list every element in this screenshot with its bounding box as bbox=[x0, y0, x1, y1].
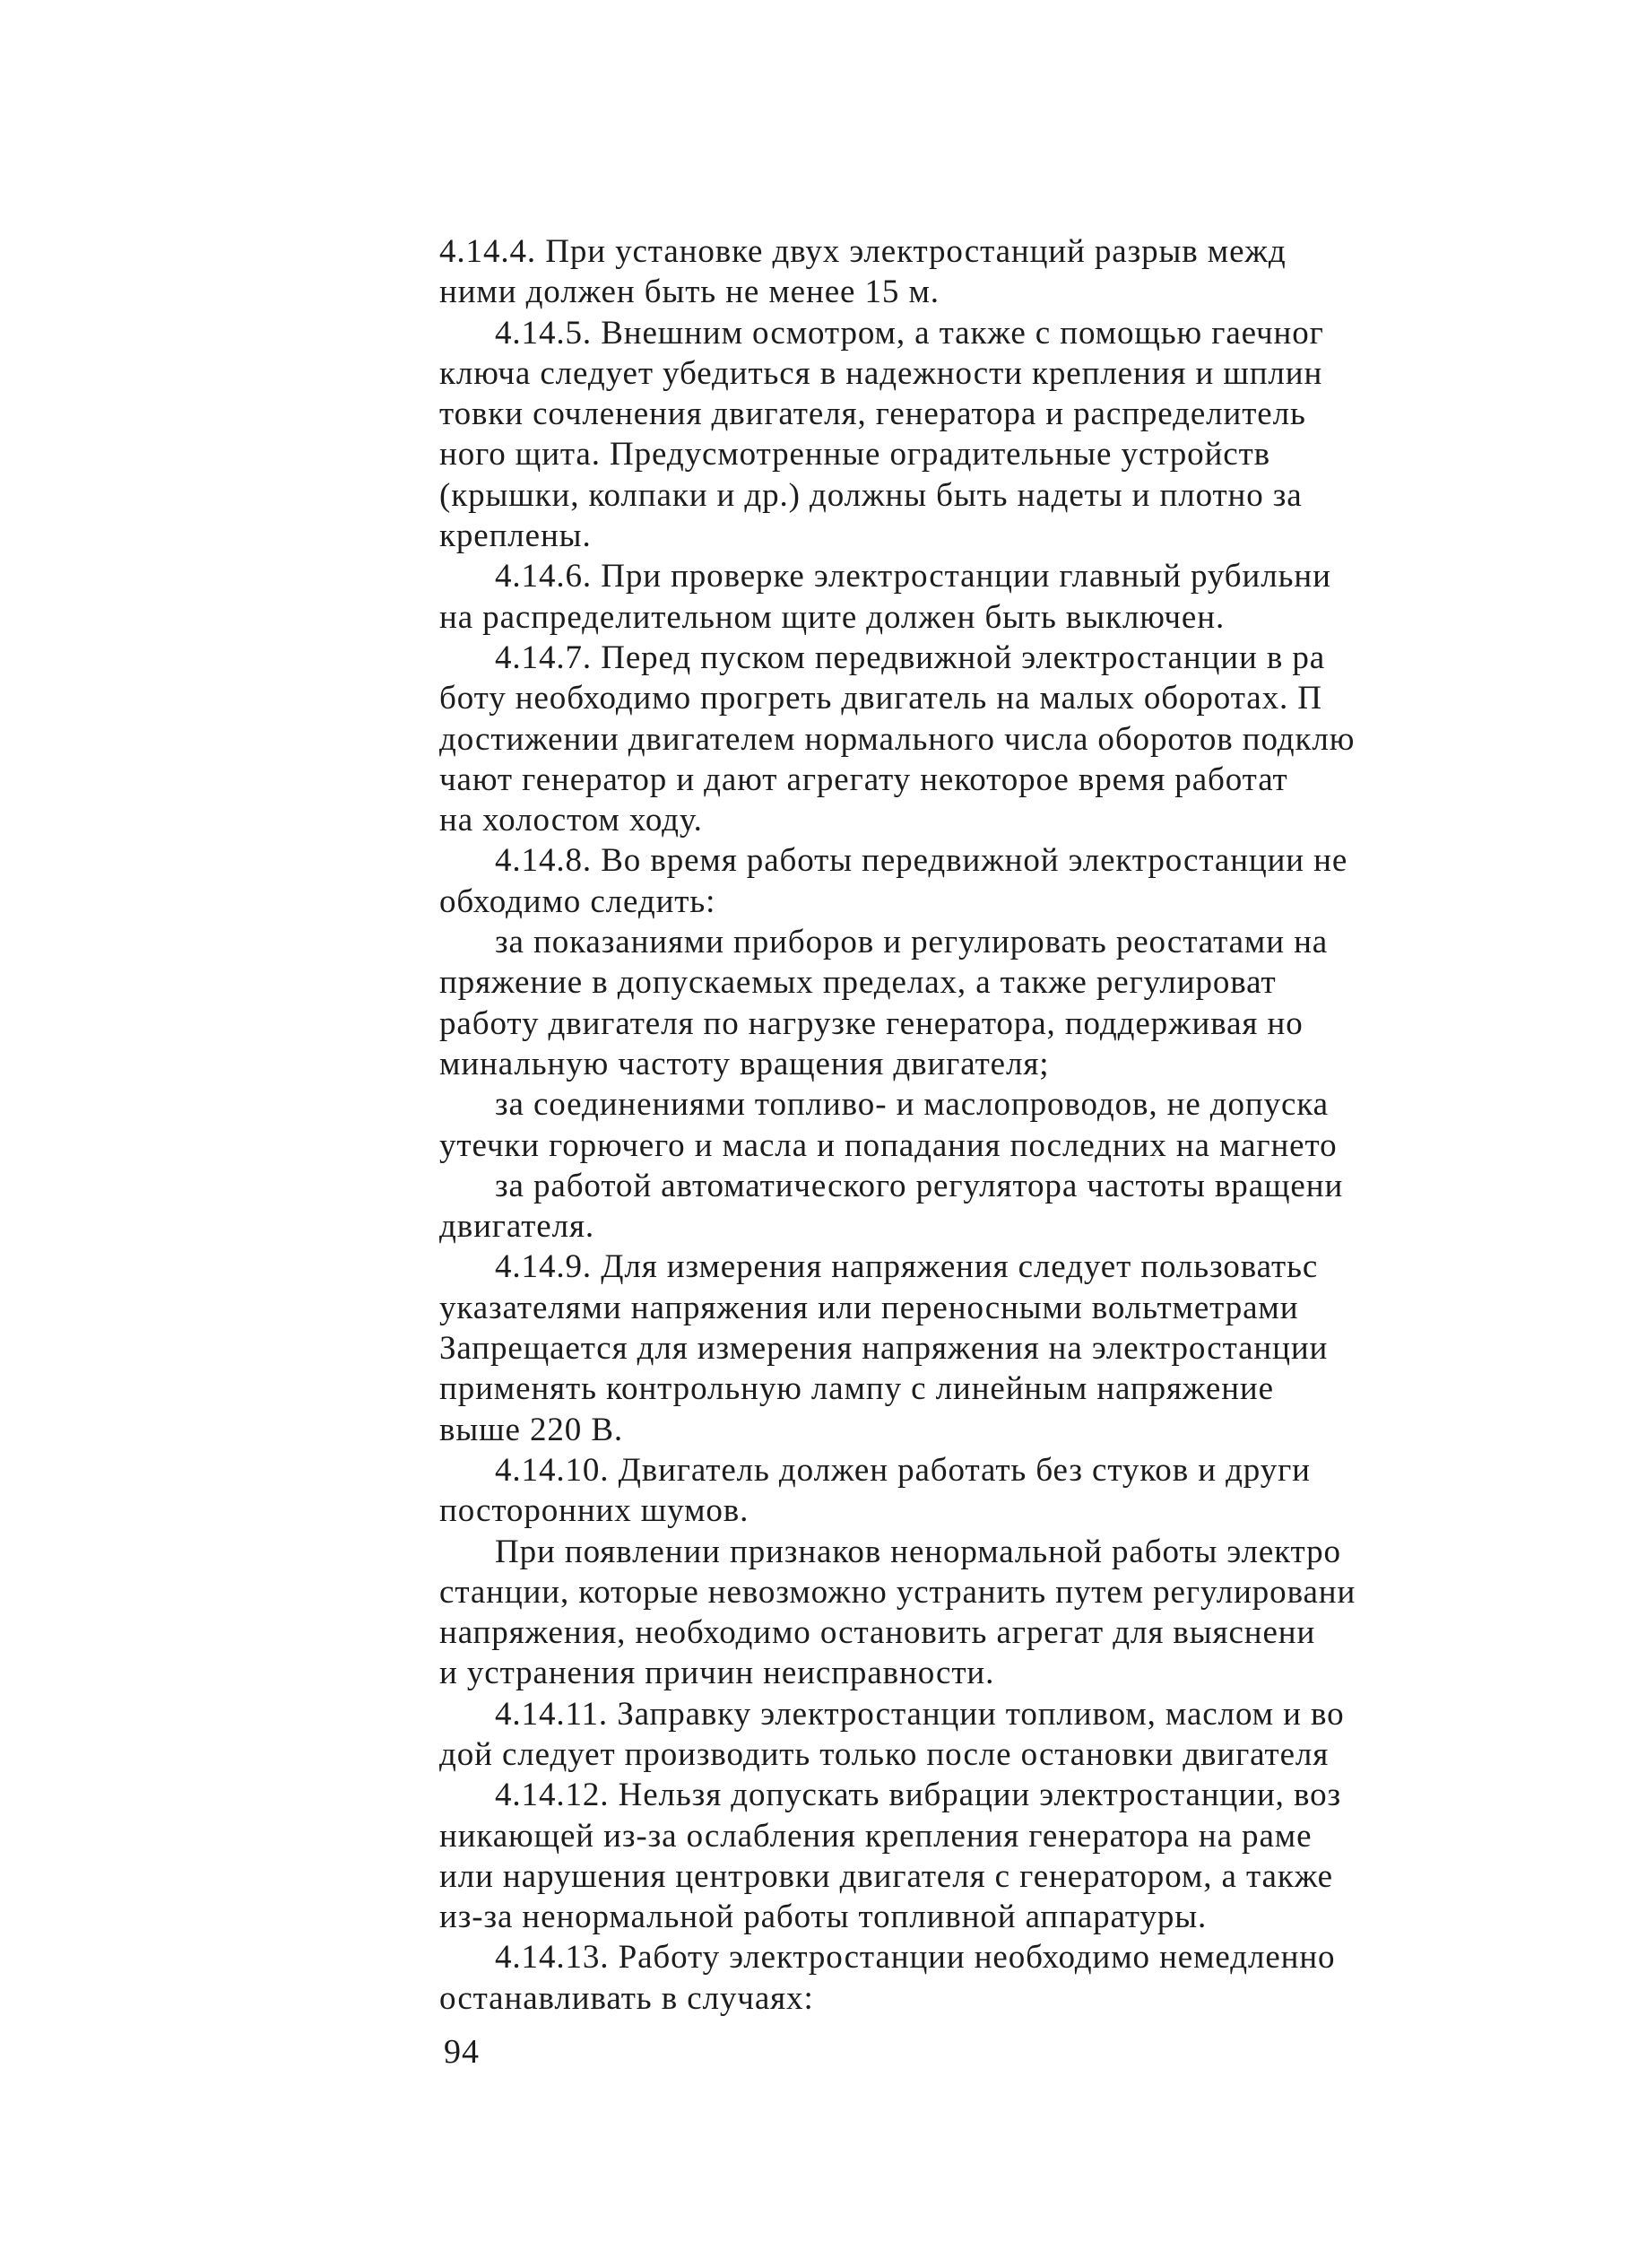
text-line: выше 220 В. bbox=[439, 1411, 624, 1448]
text-line: на холостом ходу. bbox=[439, 802, 703, 839]
text-line: пряжение в допускаемых пределах, а также регулироват bbox=[439, 964, 1277, 1002]
text-line: 4.14.11. Заправку электростанции топливом, маслом и во bbox=[495, 1695, 1345, 1733]
text-line: 4.14.13. Работу электростанции необходимо немедленно bbox=[495, 1939, 1336, 1977]
text-line: При появлении признаков ненормальной работы электро bbox=[495, 1533, 1341, 1570]
text-line: или нарушения центровки двигателя с генератором, а также bbox=[439, 1857, 1333, 1895]
text-line: ключа следует убедиться в надежности крепления и шплин bbox=[439, 354, 1323, 392]
page-number: 94 bbox=[444, 2033, 480, 2071]
text-line: никающей из-за ослабления крепления генератора на раме bbox=[439, 1817, 1313, 1855]
text-line: за показаниями приборов и регулировать реостатами на bbox=[495, 924, 1329, 961]
text-line: посторонних шумов. bbox=[439, 1492, 750, 1530]
text-line: ними должен быть не менее 15 м. bbox=[439, 274, 940, 311]
text-line: станции, которые невозможно устранить путем регулировани bbox=[439, 1573, 1356, 1611]
body-text bbox=[439, 231, 1524, 2019]
text-line: из-за ненормальной работы топливной аппаратуры. bbox=[439, 1899, 1208, 1936]
text-line: минальную частоту вращения двигателя; bbox=[439, 1045, 1050, 1082]
text-line: 4.14.4. При установке двух электростанций разрыв межд bbox=[439, 233, 1287, 270]
text-line: на распределительном щите должен быть выключен. bbox=[439, 598, 1226, 636]
text-line: (крышки, колпаки и др.) должны быть надеты и плотно за bbox=[439, 476, 1303, 514]
text-line: 4.14.6. При проверке электростанции главный рубильни bbox=[495, 558, 1331, 595]
text-line: 4.14.7. Перед пуском передвижной электростанции в ра bbox=[495, 639, 1326, 676]
text-line: 4.14.10. Двигатель должен работать без стуков и други bbox=[495, 1451, 1311, 1489]
text-line: боту необходимо прогреть двигатель на малых оборотах. П bbox=[439, 680, 1322, 717]
text-line: 4.14.12. Нельзя допускать вибрации электростанции, воз bbox=[495, 1777, 1341, 1814]
text-line: и устранения причин неисправности. bbox=[439, 1655, 995, 1692]
text-line: утечки горючего и масла и попадания последних на магнето bbox=[439, 1126, 1338, 1164]
text-line: двигателя. bbox=[439, 1208, 595, 1246]
text-line: 4.14.8. Во время работы передвижной электростанции не bbox=[495, 842, 1348, 880]
text-line: 4.14.9. Для измерения напряжения следует пользоватьс bbox=[495, 1248, 1319, 1286]
text-line: креплены. bbox=[439, 517, 592, 555]
text-line: товки сочленения двигателя, генератора и распределитель bbox=[439, 395, 1306, 433]
text-line: за работой автоматического регулятора частоты вращени bbox=[495, 1167, 1344, 1204]
text-line: ного щита. Предусмотренные оградительные устройств bbox=[439, 436, 1271, 474]
text-line: достижении двигателем нормального числа оборотов подклю bbox=[439, 720, 1356, 758]
text-line: дой следует производить только после остановки двигателя bbox=[439, 1735, 1330, 1773]
text-line: указателями напряжения или переносными вольтметрами bbox=[439, 1289, 1299, 1326]
text-line: работу двигателя по нагрузке генератора, поддерживая но bbox=[439, 1004, 1304, 1042]
text-line: чают генератор и дают агрегату некоторое время работат bbox=[439, 760, 1288, 798]
text-line: Запрещается для измерения напряжения на электростанции bbox=[439, 1330, 1329, 1368]
text-line: обходимо следить: bbox=[439, 882, 716, 920]
text-line: 4.14.5. Внешним осмотром, а также с помощью гаечног bbox=[495, 314, 1324, 352]
text-line: за соединениями топливо- и маслопроводов, не допуска bbox=[495, 1086, 1329, 1124]
text-line: применять контрольную лампу с линейным напряжение bbox=[439, 1370, 1274, 1408]
text-line: напряжения, необходимо остановить агрегат для выяснени bbox=[439, 1614, 1316, 1652]
text-line: останавливать в случаях: bbox=[439, 1979, 814, 2017]
